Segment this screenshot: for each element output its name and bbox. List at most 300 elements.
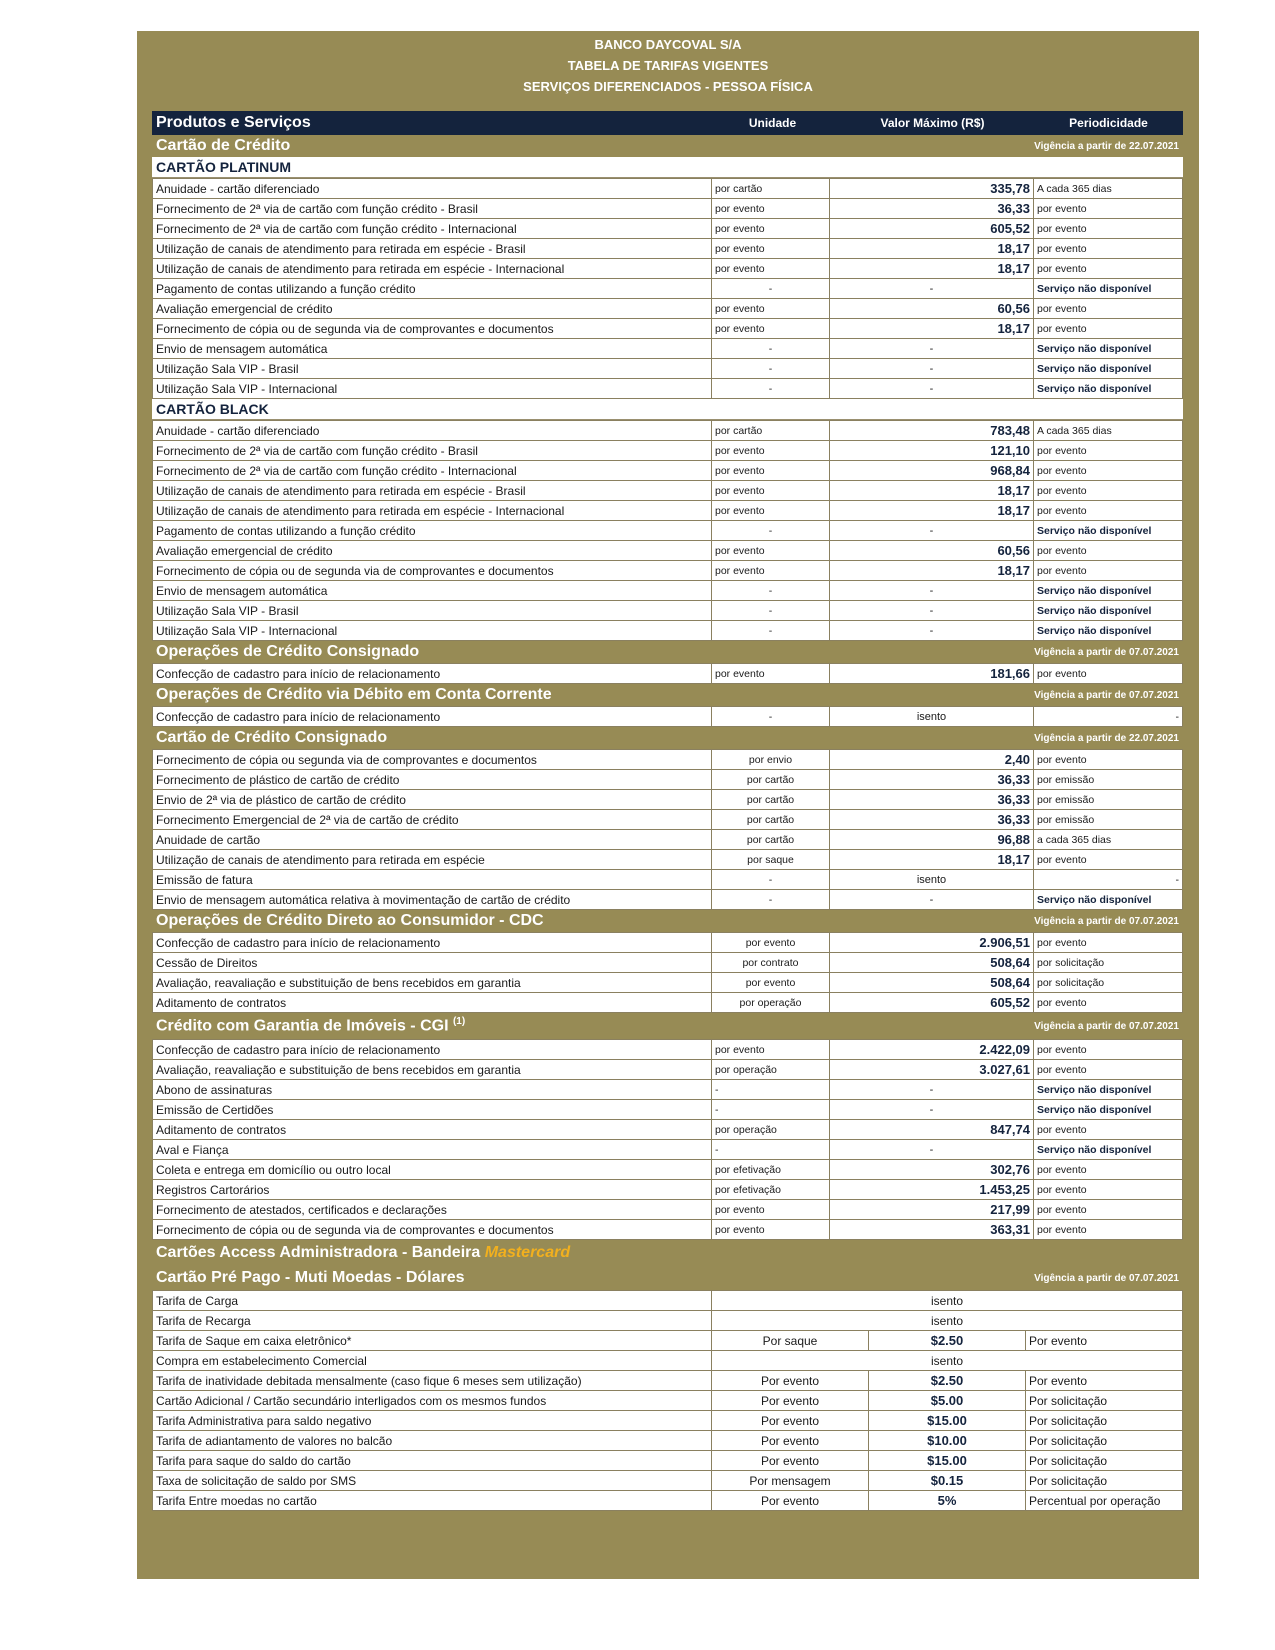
table-row	[153, 890, 1183, 910]
row-unit: por evento	[712, 441, 830, 461]
row-description: Utilização de canais de atendimento para retirada em espécie - Internacional	[153, 501, 712, 521]
table-row	[153, 1491, 1183, 1511]
row-description: Registros Cartorários	[153, 1180, 712, 1200]
table-row	[153, 870, 1183, 890]
table-row	[153, 239, 1183, 259]
column-header-value: Valor Máximo (R$)	[880, 116, 985, 130]
row-unit: por evento	[712, 1220, 830, 1240]
table-row	[153, 379, 1183, 399]
row-description: Utilização de canais de atendimento para retirada em espécie - Brasil	[153, 481, 712, 501]
row-description: Utilização Sala VIP - Internacional	[153, 621, 712, 641]
table-row	[153, 1451, 1183, 1471]
table-row	[153, 830, 1183, 850]
row-periodicity: A cada 365 dias	[1034, 421, 1183, 441]
table-cartao-consignado	[152, 749, 1183, 910]
section-title: Cartão de Crédito Consignado	[156, 729, 388, 746]
section-vigencia: Vigência a partir de 22.07.2021	[1034, 732, 1179, 744]
row-periodicity: por evento	[1034, 1060, 1183, 1080]
row-unit: -	[712, 621, 830, 641]
row-value: 18,17	[830, 561, 1034, 581]
row-periodicity: Serviço não disponível	[1034, 279, 1183, 299]
row-unit: -	[712, 359, 830, 379]
table-row	[153, 1060, 1183, 1080]
table-row	[153, 1120, 1183, 1140]
table-row	[153, 1371, 1183, 1391]
row-periodicity: por evento	[1034, 239, 1183, 259]
row-unit: por cartão	[712, 770, 830, 790]
row-description: Confecção de cadastro para início de relacionamento	[153, 707, 712, 727]
row-periodicity: Serviço não disponível	[1034, 621, 1183, 641]
row-description: Anuidade - cartão diferenciado	[153, 421, 712, 441]
row-value: isento	[830, 870, 1034, 890]
section-vigencia: Vigência a partir de 22.07.2021	[1034, 140, 1179, 152]
row-description: Confecção de cadastro para início de relacionamento	[153, 1040, 712, 1060]
row-unit: por evento	[712, 239, 830, 259]
row-value: 60,56	[830, 541, 1034, 561]
table-row	[153, 501, 1183, 521]
row-periodicity: por evento	[1034, 461, 1183, 481]
row-unit: -	[712, 707, 830, 727]
table-row	[153, 279, 1183, 299]
table-row	[153, 953, 1183, 973]
row-unit: Por evento	[712, 1391, 869, 1411]
row-value: 508,64	[830, 953, 1034, 973]
row-description: Utilização de canais de atendimento para retirada em espécie - Brasil	[153, 239, 712, 259]
row-value: $15.00	[869, 1411, 1026, 1431]
row-description: Tarifa Entre moedas no cartão	[153, 1491, 712, 1511]
row-unit: -	[712, 521, 830, 541]
row-unit: Por evento	[712, 1431, 869, 1451]
row-periodicity: por evento	[1034, 993, 1183, 1013]
row-description: Anuidade de cartão	[153, 830, 712, 850]
row-description: Aval e Fiança	[153, 1140, 712, 1160]
row-value: 5%	[869, 1491, 1026, 1511]
section-vigencia: Vigência a partir de 07.07.2021	[1034, 689, 1179, 701]
table-row	[153, 1431, 1183, 1451]
table-row	[153, 790, 1183, 810]
row-value: -	[830, 1100, 1034, 1120]
table-row	[153, 481, 1183, 501]
row-periodicity: por evento	[1034, 541, 1183, 561]
row-value: $10.00	[869, 1431, 1026, 1451]
row-value: -	[830, 339, 1034, 359]
row-unit: -	[712, 1080, 830, 1100]
row-unit: Por saque	[712, 1331, 869, 1351]
row-periodicity: por solicitação	[1034, 973, 1183, 993]
row-description: Tarifa para saque do saldo do cartão	[153, 1451, 712, 1471]
row-periodicity: Por solicitação	[1026, 1431, 1183, 1451]
table-row	[153, 1291, 1183, 1311]
table-row	[153, 993, 1183, 1013]
row-value: 217,99	[830, 1200, 1034, 1220]
row-value: 36,33	[830, 770, 1034, 790]
row-description: Fornecimento de 2ª via de cartão com função crédito - Internacional	[153, 219, 712, 239]
row-description: Pagamento de contas utilizando a função crédito	[153, 521, 712, 541]
column-header-product: Produtos e Serviços	[156, 114, 311, 131]
table-consignado	[152, 663, 1183, 684]
table-row	[153, 810, 1183, 830]
table-title: TABELA DE TARIFAS VIGENTES	[567, 58, 769, 73]
table-row	[153, 1140, 1183, 1160]
section-title: Operações de Crédito Consignado	[156, 643, 420, 660]
row-value: 121,10	[830, 441, 1034, 461]
row-periodicity: por emissão	[1034, 810, 1183, 830]
row-description: Avaliação, reavaliação e substituição de bens recebidos em garantia	[153, 1060, 712, 1080]
table-row	[153, 1391, 1183, 1411]
table-black	[152, 420, 1183, 641]
row-periodicity: por evento	[1034, 664, 1183, 684]
section-title: Cartão Pré Pago - Muti Moedas - Dólares	[156, 1269, 465, 1286]
row-value: -	[830, 279, 1034, 299]
row-value: isento	[830, 707, 1034, 727]
row-unit: Por mensagem	[712, 1471, 869, 1491]
section-header-cartao-credito	[152, 135, 1183, 157]
row-description: Tarifa de Saque em caixa eletrônico*	[153, 1331, 712, 1351]
row-description: Fornecimento de cópia ou de segunda via de comprovantes e documentos	[153, 561, 712, 581]
row-periodicity: Serviço não disponível	[1034, 601, 1183, 621]
table-row	[153, 664, 1183, 684]
row-periodicity: Por evento	[1026, 1331, 1183, 1351]
table-row	[153, 421, 1183, 441]
section-title: Operações de Crédito via Débito em Conta Corrente	[156, 686, 552, 703]
row-value: 968,84	[830, 461, 1034, 481]
row-unit: por cartão	[712, 421, 830, 441]
row-unit: por operação	[712, 1120, 830, 1140]
mastercard-brand: Mastercard	[484, 1244, 571, 1261]
row-unit: -	[712, 279, 830, 299]
row-periodicity: por evento	[1034, 561, 1183, 581]
row-periodicity: Por solicitação	[1026, 1411, 1183, 1431]
row-description: Envio de 2ª via de plástico de cartão de crédito	[153, 790, 712, 810]
row-value: 18,17	[830, 481, 1034, 501]
row-value: 36,33	[830, 199, 1034, 219]
row-description: Envio de mensagem automática	[153, 339, 712, 359]
table-row	[153, 1471, 1183, 1491]
row-description: Avaliação, reavaliação e substituição de bens recebidos em garantia	[153, 973, 712, 993]
row-description: Avaliação emergencial de crédito	[153, 541, 712, 561]
row-periodicity: por evento	[1034, 259, 1183, 279]
row-periodicity: A cada 365 dias	[1034, 179, 1183, 199]
row-value: -	[830, 621, 1034, 641]
section-vigencia: Vigência a partir de 07.07.2021	[1034, 646, 1179, 658]
row-value: 2.422,09	[830, 1040, 1034, 1060]
row-description: Fornecimento Emergencial de 2ª via de cartão de crédito	[153, 810, 712, 830]
row-description: Tarifa de Recarga	[153, 1311, 712, 1331]
row-value: -	[830, 581, 1034, 601]
row-periodicity: Serviço não disponível	[1034, 1100, 1183, 1120]
table-row	[153, 521, 1183, 541]
row-description: Utilização Sala VIP - Internacional	[153, 379, 712, 399]
row-unit: -	[712, 379, 830, 399]
table-row	[153, 1220, 1183, 1240]
row-value: 36,33	[830, 790, 1034, 810]
row-value: 605,52	[830, 993, 1034, 1013]
table-row	[153, 199, 1183, 219]
row-value: isento	[712, 1311, 1183, 1331]
row-unit: por evento	[712, 319, 830, 339]
table-row	[153, 441, 1183, 461]
row-unit: por efetivação	[712, 1160, 830, 1180]
row-value: 181,66	[830, 664, 1034, 684]
row-value: $2.50	[869, 1331, 1026, 1351]
row-unit: por cartão	[712, 830, 830, 850]
row-periodicity: por solicitação	[1034, 953, 1183, 973]
section-title: Cartões Access Administradora - Bandeira Mastercard	[156, 1244, 571, 1261]
tariff-table	[152, 111, 1183, 1511]
section-vigencia: Vigência a partir de 07.07.2021	[1034, 1020, 1179, 1032]
row-unit: por evento	[712, 933, 830, 953]
row-periodicity: por evento	[1034, 850, 1183, 870]
row-value: 3.027,61	[830, 1060, 1034, 1080]
table-row	[153, 359, 1183, 379]
table-row	[153, 621, 1183, 641]
row-description: Anuidade - cartão diferenciado	[153, 179, 712, 199]
row-periodicity: por evento	[1034, 1120, 1183, 1140]
row-unit: por evento	[712, 481, 830, 501]
section-header-access	[152, 1240, 1183, 1266]
row-unit: por evento	[712, 219, 830, 239]
table-row	[153, 1411, 1183, 1431]
row-description: Fornecimento de atestados, certificados e declarações	[153, 1200, 712, 1220]
table-cdc	[152, 932, 1183, 1013]
row-periodicity: a cada 365 dias	[1034, 830, 1183, 850]
row-unit: por evento	[712, 199, 830, 219]
row-unit: Por evento	[712, 1451, 869, 1471]
row-periodicity: por evento	[1034, 1220, 1183, 1240]
row-value: 18,17	[830, 259, 1034, 279]
row-periodicity: Serviço não disponível	[1034, 521, 1183, 541]
section-header-prepago	[152, 1266, 1183, 1290]
row-value: 335,78	[830, 179, 1034, 199]
row-description: Envio de mensagem automática	[153, 581, 712, 601]
row-periodicity: por evento	[1034, 441, 1183, 461]
row-value: -	[830, 379, 1034, 399]
row-value: 847,74	[830, 1120, 1034, 1140]
table-row	[153, 973, 1183, 993]
row-periodicity: por evento	[1034, 1040, 1183, 1060]
row-value: isento	[712, 1291, 1183, 1311]
row-periodicity: por evento	[1034, 933, 1183, 953]
row-periodicity: por evento	[1034, 299, 1183, 319]
tariff-document	[137, 31, 1199, 1579]
row-value: -	[830, 1140, 1034, 1160]
row-unit: por evento	[712, 1200, 830, 1220]
row-unit: por efetivação	[712, 1180, 830, 1200]
section-title: Operações de Crédito Direto ao Consumidor - CDC	[156, 912, 544, 929]
row-unit: por contrato	[712, 953, 830, 973]
table-row	[153, 561, 1183, 581]
row-unit: por saque	[712, 850, 830, 870]
row-description: Tarifa de inatividade debitada mensalmente (caso fique 6 meses sem utilização)	[153, 1371, 712, 1391]
table-row	[153, 1351, 1183, 1371]
row-unit: por operação	[712, 993, 830, 1013]
row-description: Cartão Adicional / Cartão secundário interligados com os mesmos fundos	[153, 1391, 712, 1411]
table-row	[153, 319, 1183, 339]
row-periodicity: por evento	[1034, 501, 1183, 521]
column-header-period: Periodicidade	[1069, 116, 1148, 130]
row-periodicity: por evento	[1034, 1180, 1183, 1200]
column-header-unit: Unidade	[748, 116, 797, 130]
row-unit: -	[712, 1100, 830, 1120]
table-row	[153, 1040, 1183, 1060]
table-subtitle: SERVIÇOS DIFERENCIADOS - PESSOA FÍSICA	[523, 79, 813, 94]
row-unit: -	[712, 581, 830, 601]
row-description: Tarifa Administrativa para saldo negativo	[153, 1411, 712, 1431]
row-unit: por evento	[712, 1040, 830, 1060]
row-description: Fornecimento de plástico de cartão de crédito	[153, 770, 712, 790]
section-title: Cartão de Crédito	[156, 137, 291, 154]
row-periodicity: Serviço não disponível	[1034, 890, 1183, 910]
footnote-marker: (1)	[452, 1016, 466, 1028]
table-row	[153, 1311, 1183, 1331]
section-vigencia: Vigência a partir de 07.07.2021	[1034, 1272, 1179, 1284]
row-unit: por evento	[712, 501, 830, 521]
row-description: Confecção de cadastro para início de relacionamento	[153, 933, 712, 953]
row-unit: por evento	[712, 561, 830, 581]
row-description: Fornecimento de cópia ou de segunda via de comprovantes e documentos	[153, 319, 712, 339]
row-value: 96,88	[830, 830, 1034, 850]
row-value: 36,33	[830, 810, 1034, 830]
table-platinum	[152, 178, 1183, 399]
row-description: Emissão de fatura	[153, 870, 712, 890]
row-description: Pagamento de contas utilizando a função crédito	[153, 279, 712, 299]
row-description: Fornecimento de 2ª via de cartão com função crédito - Brasil	[153, 199, 712, 219]
row-periodicity: Serviço não disponível	[1034, 339, 1183, 359]
section-header-consignado	[152, 641, 1183, 663]
row-periodicity: Percentual por operação	[1026, 1491, 1183, 1511]
row-value: 783,48	[830, 421, 1034, 441]
row-description: Aditamento de contratos	[153, 1120, 712, 1140]
table-row	[153, 1180, 1183, 1200]
row-description: Tarifa de Carga	[153, 1291, 712, 1311]
row-periodicity: por evento	[1034, 1200, 1183, 1220]
row-periodicity: por evento	[1034, 219, 1183, 239]
row-description: Utilização de canais de atendimento para retirada em espécie	[153, 850, 712, 870]
row-value: 18,17	[830, 850, 1034, 870]
row-description: Fornecimento de cópia ou de segunda via de comprovantes e documentos	[153, 1220, 712, 1240]
row-value: 302,76	[830, 1160, 1034, 1180]
subsection-title-platinum: CARTÃO PLATINUM	[152, 157, 1183, 178]
row-description: Tarifa de adiantamento de valores no balcão	[153, 1431, 712, 1451]
row-periodicity: Por evento	[1026, 1371, 1183, 1391]
row-description: Compra em estabelecimento Comercial	[153, 1351, 712, 1371]
table-row	[153, 1331, 1183, 1351]
row-unit: por evento	[712, 259, 830, 279]
row-value: $15.00	[869, 1451, 1026, 1471]
row-description: Abono de assinaturas	[153, 1080, 712, 1100]
table-row	[153, 219, 1183, 239]
row-unit: por evento	[712, 299, 830, 319]
table-row	[153, 601, 1183, 621]
row-value: 2.906,51	[830, 933, 1034, 953]
row-unit: por cartão	[712, 179, 830, 199]
section-title: Crédito com Garantia de Imóveis - CGI $^{(1)}$	[156, 1016, 466, 1035]
row-value: 508,64	[830, 973, 1034, 993]
row-value: isento	[712, 1351, 1183, 1371]
table-row	[153, 461, 1183, 481]
row-value: $5.00	[869, 1391, 1026, 1411]
column-header-row	[152, 111, 1183, 135]
row-periodicity: Serviço não disponível	[1034, 581, 1183, 601]
row-periodicity: Serviço não disponível	[1034, 1080, 1183, 1100]
row-unit: por operação	[712, 1060, 830, 1080]
row-unit: Por evento	[712, 1371, 869, 1391]
row-description: Fornecimento de cópia ou segunda via de comprovantes e documentos	[153, 750, 712, 770]
row-periodicity: Serviço não disponível	[1034, 379, 1183, 399]
row-periodicity: -	[1034, 870, 1183, 890]
row-unit: por cartão	[712, 790, 830, 810]
table-row	[153, 581, 1183, 601]
row-periodicity: -	[1034, 707, 1183, 727]
row-description: Aditamento de contratos	[153, 993, 712, 1013]
row-description: Fornecimento de 2ª via de cartão com função crédito - Brasil	[153, 441, 712, 461]
section-header-debito-conta	[152, 684, 1183, 706]
row-unit: -	[712, 890, 830, 910]
row-periodicity: por evento	[1034, 199, 1183, 219]
row-periodicity: Por solicitação	[1026, 1451, 1183, 1471]
section-vigencia: Vigência a partir de 07.07.2021	[1034, 915, 1179, 927]
row-value: -	[830, 521, 1034, 541]
row-value: $0.15	[869, 1471, 1026, 1491]
section-header-cdc	[152, 910, 1183, 932]
row-unit: Por evento	[712, 1491, 869, 1511]
table-row	[153, 1200, 1183, 1220]
table-row	[153, 541, 1183, 561]
row-unit: -	[712, 601, 830, 621]
row-description: Utilização de canais de atendimento para retirada em espécie - Internacional	[153, 259, 712, 279]
row-description: Envio de mensagem automática relativa à movimentação de cartão de crédito	[153, 890, 712, 910]
table-row	[153, 770, 1183, 790]
row-value: -	[830, 359, 1034, 379]
row-value: 1.453,25	[830, 1180, 1034, 1200]
row-periodicity: por evento	[1034, 750, 1183, 770]
table-row	[153, 179, 1183, 199]
table-row	[153, 850, 1183, 870]
row-description: Fornecimento de 2ª via de cartão com função crédito - Internacional	[153, 461, 712, 481]
row-value: 605,52	[830, 219, 1034, 239]
row-periodicity: por evento	[1034, 481, 1183, 501]
table-row	[153, 707, 1183, 727]
table-row	[153, 1160, 1183, 1180]
subsection-title-black: CARTÃO BLACK	[152, 399, 1183, 420]
table-cgi	[152, 1039, 1183, 1240]
row-periodicity: por emissão	[1034, 770, 1183, 790]
row-description: Utilização Sala VIP - Brasil	[153, 359, 712, 379]
table-row	[153, 933, 1183, 953]
row-value: $2.50	[869, 1371, 1026, 1391]
row-value: -	[830, 1080, 1034, 1100]
table-row	[153, 1100, 1183, 1120]
row-periodicity: Por solicitação	[1026, 1391, 1183, 1411]
row-unit: -	[712, 339, 830, 359]
table-row	[153, 750, 1183, 770]
document-title	[137, 31, 1199, 112]
row-value: 60,56	[830, 299, 1034, 319]
row-description: Coleta e entrega em domicílio ou outro local	[153, 1160, 712, 1180]
row-unit: -	[712, 1140, 830, 1160]
table-row	[153, 299, 1183, 319]
row-description: Cessão de Direitos	[153, 953, 712, 973]
row-value: 363,31	[830, 1220, 1034, 1240]
row-unit: por envio	[712, 750, 830, 770]
row-description: Confecção de cadastro para início de relacionamento	[153, 664, 712, 684]
row-value: -	[830, 890, 1034, 910]
row-description: Avaliação emergencial de crédito	[153, 299, 712, 319]
row-value: -	[830, 601, 1034, 621]
row-periodicity: Serviço não disponível	[1034, 359, 1183, 379]
row-value: 18,17	[830, 319, 1034, 339]
row-unit: -	[712, 870, 830, 890]
